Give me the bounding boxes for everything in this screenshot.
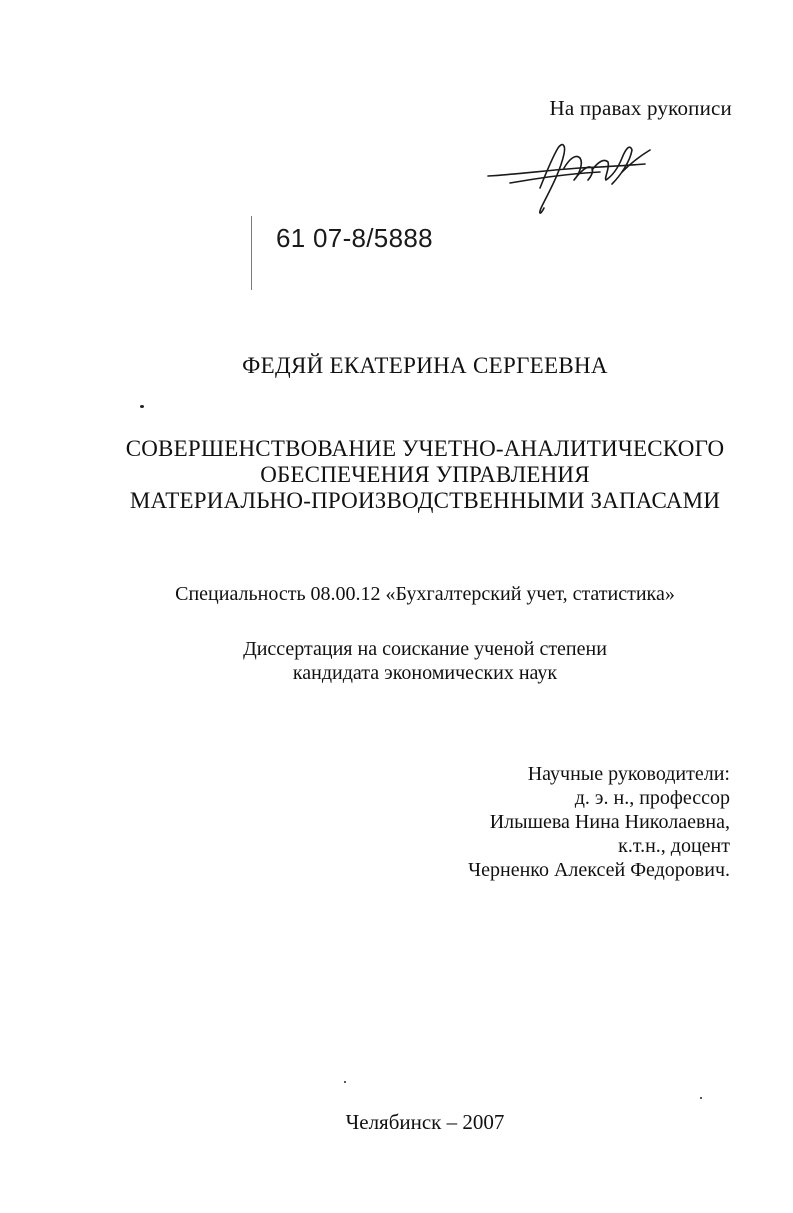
degree-statement: [0, 637, 793, 685]
dissertation-title: [0, 436, 793, 514]
archive-stamp-code: 61 07-8/5888: [276, 223, 433, 253]
scan-speck: [344, 1081, 346, 1083]
scan-speck: [700, 1097, 702, 1099]
degree-line: кандидата экономических наук: [292, 662, 558, 684]
scan-speck: [140, 405, 144, 408]
author-name: ФЕДЯЙ ЕКАТЕРИНА СЕРГЕЕВНА: [242, 353, 608, 378]
supervisor-line: к.т.н., доцент: [618, 835, 730, 857]
scientific-supervisors: [380, 762, 730, 882]
manuscript-rights-note: На правах рукописи: [549, 96, 732, 120]
title-line: СОВЕРШЕНСТВОВАНИЕ УЧЕТНО-АНАЛИТИЧЕСКОГО: [125, 436, 725, 461]
supervisor-line: Илышева Нина Николаевна,: [489, 811, 730, 833]
city-and-year: Челябинск – 2007: [345, 1110, 505, 1134]
supervisor-line: Черненко Алексей Федорович.: [468, 859, 730, 881]
degree-line: Диссертация на соискание ученой степени: [243, 638, 607, 660]
handwritten-signature: [480, 128, 660, 218]
vertical-rule: [251, 216, 252, 290]
supervisor-line: д. э. н., профессор: [574, 787, 730, 809]
title-line: МАТЕРИАЛЬНО-ПРОИЗВОДСТВЕННЫМИ ЗАПАСАМИ: [129, 488, 721, 513]
supervisors-heading: Научные руководители:: [527, 763, 730, 785]
specialty-line: Специальность 08.00.12 «Бухгалтерский учет, статистика»: [175, 583, 675, 605]
title-line: ОБЕСПЕЧЕНИЯ УПРАВЛЕНИЯ: [260, 462, 590, 487]
